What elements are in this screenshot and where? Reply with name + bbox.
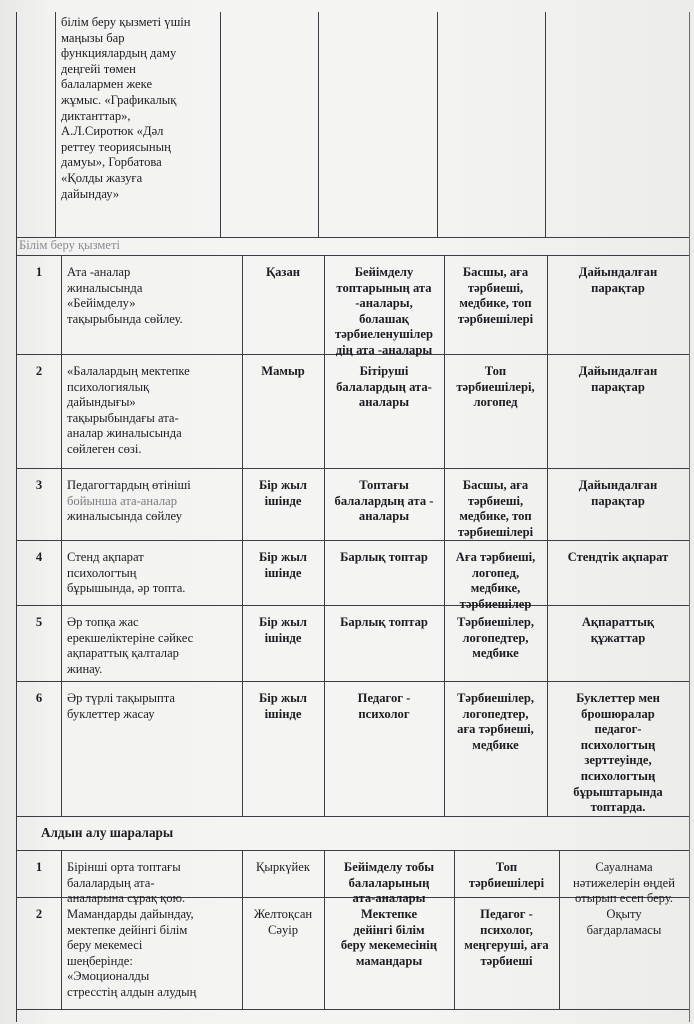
cell-target <box>324 478 444 525</box>
text-line: Барлық топтар <box>340 550 428 564</box>
cell-date <box>242 907 324 938</box>
text-line: мектепке дейінгі білім <box>67 922 188 937</box>
text-line: аналар жиналысында <box>67 426 182 441</box>
cell-date <box>242 615 324 646</box>
text-line: «Қолды жазуға <box>61 170 143 185</box>
text-line: ата-аналары <box>352 891 426 906</box>
text-line: шеңберінде: <box>67 953 133 968</box>
text-line: бойынша ата-аналар <box>67 493 177 508</box>
text-line: психолог, <box>480 922 533 937</box>
cell-activity <box>67 478 242 525</box>
text-line: дайындығы» <box>67 395 136 410</box>
cell-result <box>547 478 689 509</box>
text-line: аға тәрбиеші, <box>457 722 534 737</box>
text-line: Сәуір <box>267 922 299 937</box>
text-line: педагог- <box>594 722 642 737</box>
text-line: тәрбиеші, <box>467 493 524 508</box>
cell-date <box>242 860 324 876</box>
cell-responsible <box>454 907 559 969</box>
text-line: стресстің алдын алудың <box>67 984 197 999</box>
text-line: реттеу теориясының <box>61 139 171 154</box>
text-line: Ақпараттық <box>581 615 655 629</box>
cell-date <box>242 550 324 581</box>
row-number: 4 <box>35 550 43 564</box>
row-divider <box>17 681 689 682</box>
cell-activity <box>67 860 242 907</box>
cell-target <box>324 265 444 359</box>
text-line: брошюралар <box>581 706 655 721</box>
text-line: тәрбиешілері <box>457 311 534 326</box>
text-line: Дайындалған <box>578 265 658 279</box>
text-line: Педагог - <box>357 691 411 705</box>
text-line: топтарының ата <box>336 280 432 295</box>
text-line: логопедтер, <box>462 630 529 645</box>
cell-activity <box>67 550 242 597</box>
row-divider <box>17 605 689 606</box>
row-divider <box>17 1009 689 1010</box>
row-number: 3 <box>35 478 43 492</box>
text-line: Желтоқсан <box>253 907 313 921</box>
cell-result <box>559 907 689 938</box>
text-line: ішінде <box>264 630 302 645</box>
text-line: балалардың ата - <box>334 493 434 508</box>
row-divider <box>17 850 689 851</box>
text-line: медбике, топ <box>459 296 532 311</box>
text-line: ақпараттық қалталар <box>67 646 179 661</box>
text-line: тәрбиеленушілер <box>335 327 433 342</box>
column-divider <box>545 12 546 237</box>
row-divider <box>17 816 689 817</box>
text-line: дің ата -аналары <box>335 342 433 357</box>
row-divider <box>17 468 689 469</box>
column-divider <box>61 255 62 816</box>
text-line: Оқыту <box>606 907 642 921</box>
row-number: 2 <box>35 364 43 378</box>
cell-result <box>547 615 689 646</box>
text-line: Дайындалған <box>578 478 658 492</box>
cell-activity <box>67 615 242 677</box>
text-line: аналарына сұрақ қою. <box>67 891 186 906</box>
text-line: Педагогтардың өтініші <box>67 478 191 492</box>
column-divider <box>318 12 319 237</box>
row-divider <box>17 540 689 541</box>
text-line: жұмыс. «Графикалық <box>61 92 177 107</box>
cell-date <box>242 691 324 722</box>
cell-target <box>324 907 454 969</box>
text-line: Топтағы <box>359 478 409 492</box>
text-line: Сауалнама <box>595 860 653 874</box>
cell-result <box>547 364 689 395</box>
cell-target <box>324 550 444 566</box>
cell-target <box>324 364 444 411</box>
text-line: Мамыр <box>261 364 305 378</box>
text-line: топтарда. <box>590 800 646 815</box>
cell-target <box>324 860 454 907</box>
cell-result <box>547 265 689 296</box>
text-line: Бір жыл <box>258 615 307 629</box>
text-line: логопед, <box>471 565 520 580</box>
text-line: «Бейімделу» <box>67 296 136 311</box>
text-line: диктанттар», <box>61 108 131 123</box>
text-line: Аға тәрбиеші, <box>455 550 536 564</box>
text-line: Бір жыл <box>258 691 307 705</box>
text-line: балалардың ата- <box>67 875 155 890</box>
text-line: жиналысында сөйлеу <box>67 509 183 524</box>
text-line: Мектепке <box>360 907 418 921</box>
text-line: жинау. <box>67 661 103 676</box>
text-line: Әр топқа жас <box>67 615 139 629</box>
text-line: тәрбиеші, <box>467 280 524 295</box>
text-line: функциялардың даму <box>61 46 177 61</box>
cell-date <box>242 265 324 281</box>
row-number: 1 <box>35 860 43 874</box>
cell-responsible <box>454 860 559 891</box>
text-line: психологтың <box>580 768 656 783</box>
cell-activity <box>67 364 242 458</box>
text-line: логопедтер, <box>462 706 529 721</box>
text-line: Бітіруші <box>359 364 409 378</box>
text-line: логопед <box>473 395 518 410</box>
text-line: Дайындалған <box>578 364 658 378</box>
text-line: «Балалардың мектепке <box>67 364 190 378</box>
text-line: Ата -аналар <box>67 265 131 279</box>
text-line: психолог <box>358 706 410 721</box>
text-line: Барлық топтар <box>340 615 428 629</box>
cell-responsible <box>444 691 547 753</box>
text-line: отырып есеп беру. <box>574 891 673 906</box>
text-line: тәрбиеші <box>480 953 533 968</box>
column-divider <box>220 12 221 237</box>
cell-date <box>242 478 324 509</box>
column-divider <box>61 850 62 1009</box>
text-line: психологтың <box>67 565 137 580</box>
cell-responsible <box>444 265 547 327</box>
text-line: Стендтік ақпарат <box>567 550 669 564</box>
text-line: ерекшеліктеріне сәйкес <box>67 630 194 645</box>
text-line: Қыркүйек <box>255 860 311 874</box>
column-divider <box>55 12 56 237</box>
text-line: Бір жыл <box>258 550 307 564</box>
text-line: медбике <box>472 737 519 752</box>
text-line: деңгейі төмен <box>61 61 136 76</box>
cell-date <box>242 364 324 380</box>
text-line: психологиялық <box>67 379 150 394</box>
column-divider <box>242 255 243 816</box>
text-line: Бейімделу <box>354 265 414 279</box>
text-line: меңгеруші, аға <box>464 938 549 953</box>
text-line: білім беру қызметі үшін <box>61 15 191 29</box>
text-line: «Эмоционалды <box>67 969 150 984</box>
text-line: Топ <box>484 364 507 378</box>
text-line: нәтижелерін өңдей <box>572 875 676 890</box>
text-line: беру мекемесі <box>67 938 143 953</box>
text-line: сөйлеген сөзі. <box>67 441 142 456</box>
text-line: дайындау» <box>61 186 120 201</box>
text-line: тәрбиешілер <box>459 596 532 611</box>
text-line: медбике, <box>470 581 521 596</box>
text-line: тәрбиешілері <box>457 524 534 539</box>
text-line: болашақ <box>359 311 409 326</box>
text-line: Буклеттер мен <box>576 691 660 705</box>
text-line: медбике <box>472 646 519 661</box>
text-line: балаларының <box>348 875 430 890</box>
text-line: дамуы», Горбатова <box>61 155 162 170</box>
cell-result <box>547 691 689 816</box>
cell-responsible <box>444 615 547 662</box>
text-line: бағдарламасы <box>586 922 662 937</box>
cell-activity <box>67 907 242 1001</box>
text-line: Бірінші орта топтағы <box>67 860 181 874</box>
text-line: Тәрбиешілер, <box>456 615 535 629</box>
text-line: маңызы бар <box>61 30 125 45</box>
text-line: Басшы, аға <box>462 478 529 492</box>
cell-responsible <box>444 550 547 612</box>
cell-responsible <box>444 478 547 540</box>
text-line: тақырыбындағы ата- <box>67 410 179 425</box>
text-line: Топ <box>495 860 518 874</box>
text-line: бұрышында, әр топта. <box>67 581 186 596</box>
cell-activity <box>67 691 242 722</box>
text-line: балалардың ата- <box>336 379 432 394</box>
cell-responsible <box>444 364 547 411</box>
cell-activity <box>67 265 242 327</box>
plan-table <box>16 12 690 1022</box>
text-line: балалармен жеке <box>61 77 153 92</box>
text-line: медбике, топ <box>459 509 532 524</box>
text-line: Мамандарды дайындау, <box>67 907 194 921</box>
text-line: парақтар <box>591 493 645 508</box>
text-line: бұрыштарында <box>573 784 663 799</box>
text-line: аналары <box>358 509 410 524</box>
text-line: Қазан <box>265 265 301 279</box>
text-line: жиналысында <box>67 280 143 295</box>
row-number: 2 <box>35 907 43 921</box>
text-line: тәрбиешілері <box>468 875 545 890</box>
text-line: парақтар <box>591 379 645 394</box>
text-line: тәрбиешілері, <box>456 379 535 394</box>
cell-target <box>324 691 444 722</box>
text-line: тақырыбында сөйлеу. <box>67 311 183 326</box>
text-line: парақтар <box>591 280 645 295</box>
text-line: -аналары, <box>355 296 413 311</box>
text-line: беру мекемесінің <box>340 938 438 953</box>
text-line: зерттеуінде, <box>584 753 652 768</box>
cell-target <box>324 615 444 631</box>
cell-result <box>547 550 689 566</box>
text-line: буклеттер жасау <box>67 706 155 721</box>
section-education-heading: Білім беру қызметі <box>19 238 120 252</box>
cell-result <box>559 860 689 907</box>
row-divider <box>17 255 689 256</box>
top-fragment-text <box>61 15 191 202</box>
text-line: Педагог - <box>480 907 533 921</box>
text-line: психологтың <box>580 737 656 752</box>
text-line: құжаттар <box>590 630 646 645</box>
text-line: Бейімделу тобы <box>343 860 435 874</box>
row-number: 1 <box>35 265 43 279</box>
text-line: А.Л.Сиротюк «Дәл <box>61 124 164 139</box>
text-line: ішінде <box>264 565 302 580</box>
text-line: ішінде <box>264 706 302 721</box>
text-line: Басшы, аға <box>462 265 529 279</box>
text-line: аналары <box>358 395 410 410</box>
column-divider <box>437 12 438 237</box>
text-line: Тәрбиешілер, <box>456 691 535 705</box>
text-line: мамандары <box>355 953 423 968</box>
text-line: Стенд ақпарат <box>67 550 144 564</box>
row-number: 5 <box>35 615 43 629</box>
row-number: 6 <box>35 691 43 705</box>
text-line: Әр түрлі тақырыпта <box>67 691 175 705</box>
text-line: ішінде <box>264 493 302 508</box>
text-line: дейінгі білім <box>353 922 425 937</box>
section-prevention-heading: Алдын алу шаралары <box>41 825 174 840</box>
text-line: Бір жыл <box>258 478 307 492</box>
